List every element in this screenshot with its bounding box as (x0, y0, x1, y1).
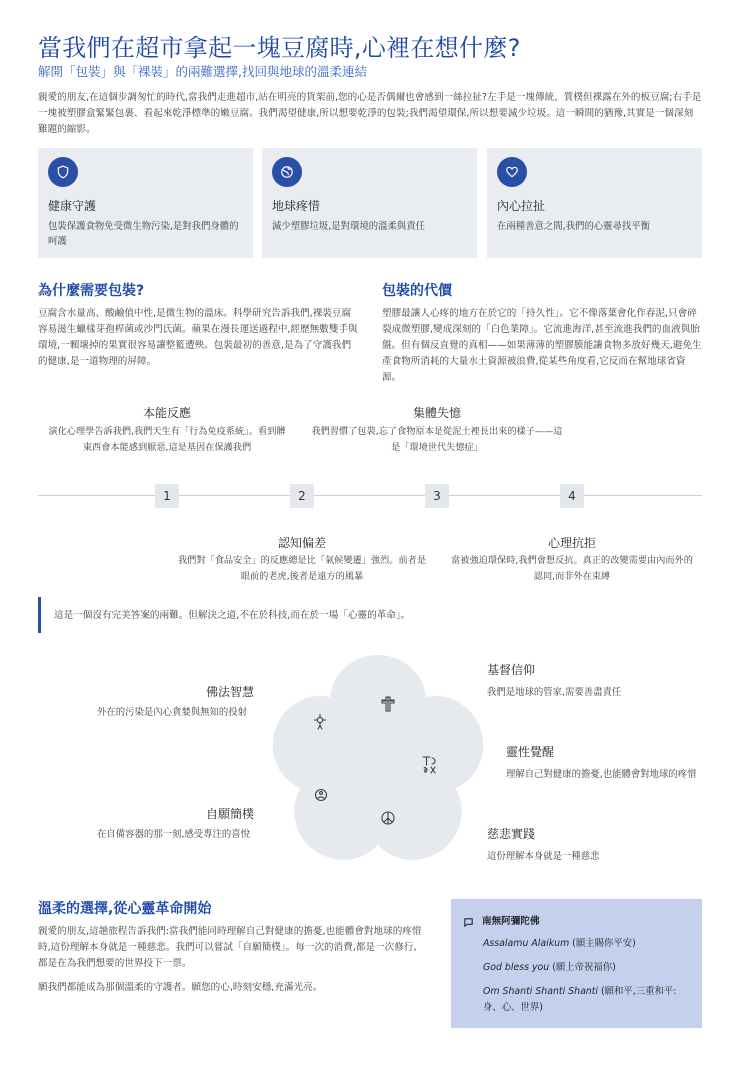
card-health (38, 148, 253, 258)
timeline-desc-3: 我們習慣了包裝,忘了食物原本是從泥土裡長出來的樣子——這是「環境世代失憶症」 (311, 426, 563, 453)
message-icon (463, 913, 474, 932)
globe-icon (272, 157, 302, 187)
buddhist-desc: 外在的污染是內心貪婪與無知的投射 (97, 707, 248, 718)
closing-paragraph-1: 親愛的朋友,這趟旅程告訴我們:當我們能同時理解自己對健康的擔憂,也能體會對地球的疼惜時,這份理解本身就是一種慈悲。我們可以嘗試「自願簡樸」。每一次的消費,都是一次修行,都是在為我們想要的世界投下一票。 (38, 926, 422, 969)
blessing-foreign: God bless you (483, 962, 550, 973)
spiritual-title: 靈性覺醒 (506, 745, 555, 759)
shield-icon (48, 157, 78, 187)
card-desc: 包裝保護食物免受微生物污染,是對我們身體的呵護 (48, 221, 239, 247)
blessing-translation: (願和平,三重和平:身、心、世界) (483, 986, 677, 1013)
timeline-desc-4: 當被強迫環保時,我們會想反抗。真正的改變需要由內而外的認同,而非外在束縛 (451, 555, 693, 582)
timeline-desc-2: 我們對「食品安全」的反應總是比「氣候變遷」強烈。前者是眼前的老虎,後者是遠方的風暴 (177, 555, 427, 582)
blessing-title: 南無阿彌陀佛 (482, 916, 540, 927)
timeline-step-4: 4 (560, 484, 584, 508)
timeline-title-1: 本能反應 (142, 406, 191, 420)
closing-heading: 溫柔的選擇,從心靈革命開始 (38, 901, 212, 917)
spiritual-desc: 理解自己對健康的擔憂,也能體會對地球的疼惜 (506, 769, 697, 780)
card-title: 地球疼惜 (272, 199, 321, 213)
cost-heading: 包裝的代價 (382, 283, 452, 299)
christian-desc: 我們是地球的管家,需要善盡責任 (487, 687, 622, 698)
blessing-line-1 (483, 936, 695, 952)
timeline-step-2: 2 (290, 484, 314, 508)
blessing-translation: (願上帝祝福你) (549, 962, 616, 973)
flower-diagram (260, 645, 490, 880)
intro-paragraph: 親愛的朋友,在這個步調匆忙的時代,當我們走進超市,站在明亮的貨架前,您的心是否偶爾也會感到一絲拉扯?左手是一塊傳統、質樸但裸露在外的板豆腐;右手是一塊被塑膠盒緊緊包裹、看起來乾淨標準的嫩豆腐。我們渴望健康,所以想要乾淨的包裝;我們渴望環保,所以想要減少垃圾。這一瞬間的猶豫,其實是一個深刻難題的縮影。 (38, 92, 702, 135)
blessing-foreign: Om Shanti Shanti Shanti (483, 986, 599, 997)
closing-paragraph-2: 願我們都能成為那個溫柔的守護者。願您的心,時刻安穩,充滿光亮。 (38, 982, 323, 993)
blessing-translation: (願主賜你平安) (569, 938, 636, 949)
card-earth (262, 148, 477, 258)
timeline-title-2: 認知偏差 (277, 536, 326, 550)
card-desc: 減少塑膠垃圾,是對環境的溫柔與責任 (272, 221, 425, 232)
cost-paragraph: 塑膠最讓人心疼的地方在於它的「持久性」。它不像落葉會化作春泥,只會碎裂成微塑膠,變成深刻的「白色業障」。它流進海洋,甚至流進我們的血液與胎盤。但有個反直覺的真相——如果薄薄的塑膠膜能讓食物多放好幾天,避免生產食物所消耗的大量水土資源被浪費,從某些角度看,它反而在幫地球省資源。 (382, 308, 702, 383)
why-heading: 為什麼需要包裝? (38, 283, 145, 299)
simplicity-title: 自願簡樸 (206, 807, 255, 821)
card-title: 健康守護 (48, 199, 97, 213)
why-paragraph: 豆腐含水量高、酸鹼值中性,是微生物的溫床。科學研究告訴我們,裸裝豆腐容易滋生蠟樣芽孢桿菌或沙門氏菌。蘋果在漫長運送過程中,經歷無數雙手與環境,一顆壞掉的果實很容易讓整籃遭殃。包裝最初的善意,是為了守護我們的健康,是一道物理的屏障。 (38, 308, 358, 367)
buddhist-title: 佛法智慧 (206, 685, 255, 699)
timeline-title-3: 集體失憶 (412, 406, 461, 420)
blessing-box (451, 899, 702, 1028)
christian-title: 基督信仰 (487, 663, 536, 677)
compassion-title: 慈悲實踐 (487, 827, 536, 841)
quote-text: 這是一個沒有完美答案的兩難。但解決之道,不在於科技,而在於一場「心靈的革命」。 (54, 610, 411, 621)
timeline-step-3: 3 (425, 484, 449, 508)
blessing-line-3 (483, 984, 695, 1016)
timeline-step-1: 1 (155, 484, 179, 508)
timeline-title-4: 心理抗拒 (547, 536, 596, 550)
timeline-desc-1: 演化心理學告訴我們,我們天生有「行為免疫系統」。看到髒東西會本能感到厭惡,這是基因在保護我們 (48, 426, 286, 453)
compassion-desc: 這份理解本身就是一種慈悲 (487, 851, 600, 862)
timeline-line (38, 495, 702, 496)
card-desc: 在兩種善意之間,我們的心靈尋找平衡 (497, 221, 650, 232)
card-title: 內心拉扯 (497, 199, 546, 213)
blessing-line-2 (483, 960, 695, 976)
card-heart (487, 148, 702, 258)
page-subtitle: 解開「包裝」與「裸裝」的兩難選擇,找回與地球的溫柔連結 (38, 64, 367, 79)
quote-bar (38, 597, 41, 633)
page-title: 當我們在超市拿起一塊豆腐時,心裡在想什麼? (38, 34, 521, 62)
blessing-foreign: Assalamu Alaikum (483, 938, 570, 949)
heart-icon (497, 157, 527, 187)
simplicity-desc: 在自備容器的那一刻,感受專注的喜悅 (97, 829, 250, 840)
